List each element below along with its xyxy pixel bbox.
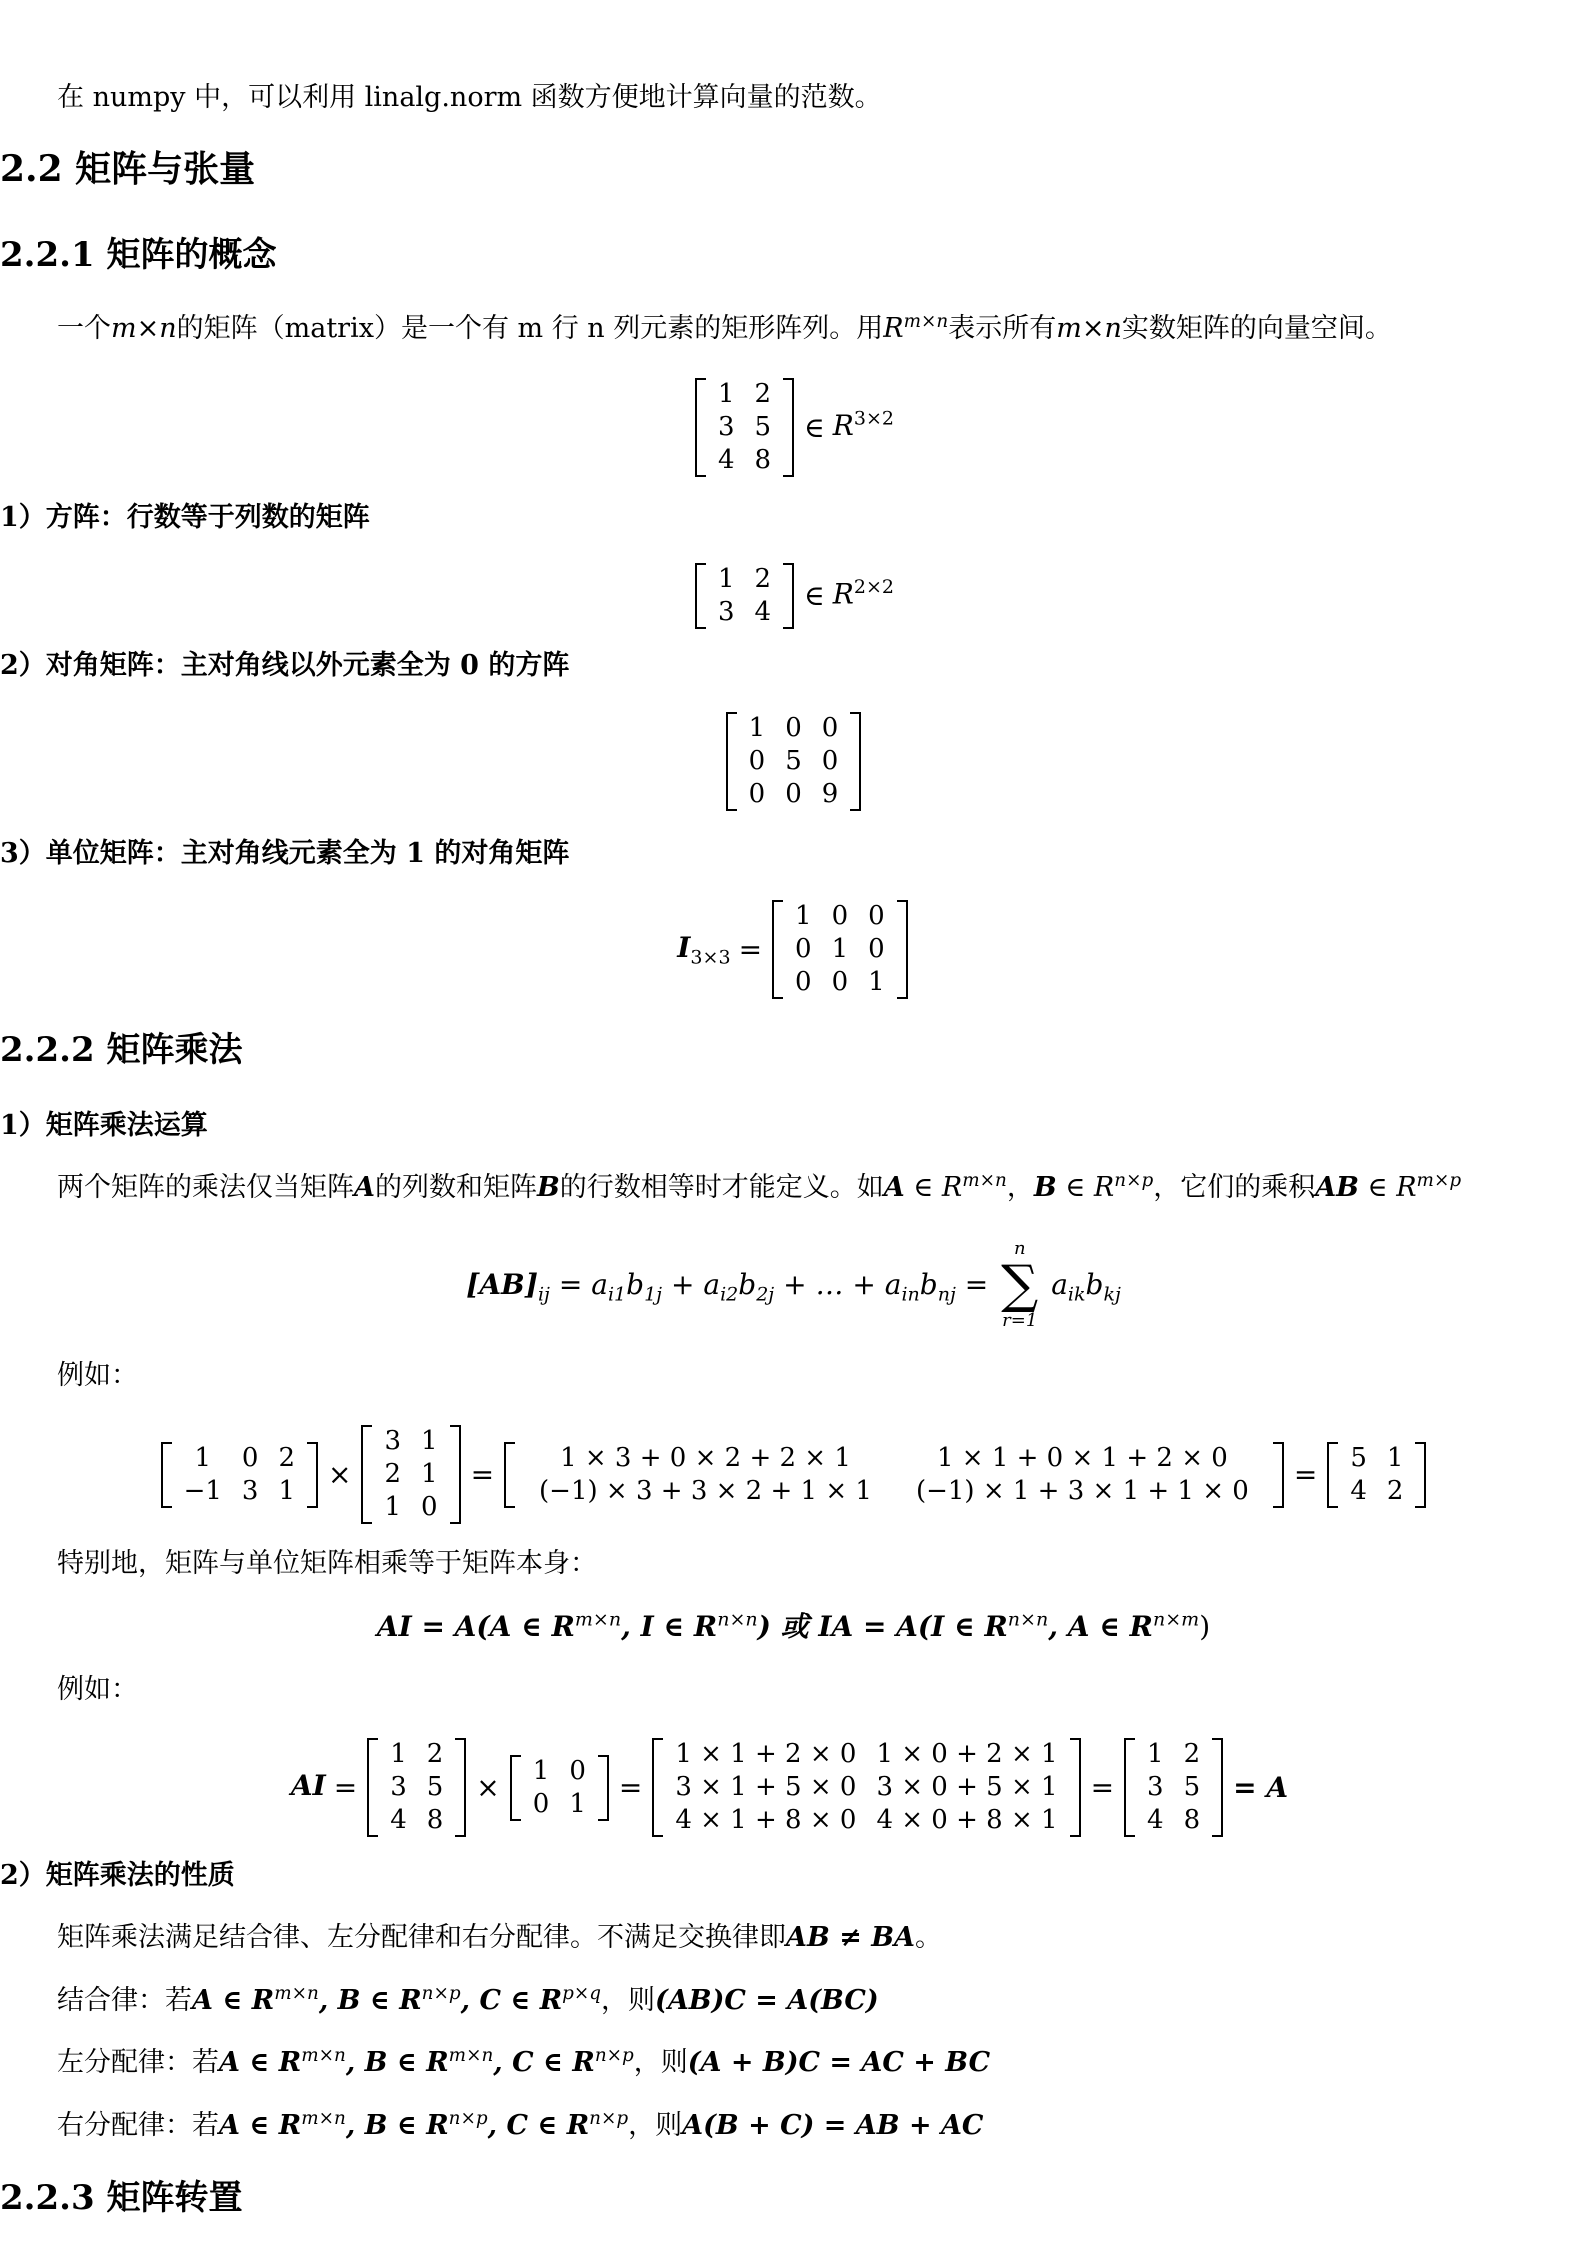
- props-intro: 矩阵乘法满足结合律、左分配律和右分配律。不满足交换律即AB ≠ BA。: [57, 1922, 942, 1953]
- left-distributive-law: 左分配律：若A ∈ $R^{m\times n}$, B ∈ $R^{m\times n}$, C ∈ $R^{n\times p}$，则(A + B)C = AC + BC: [57, 2045, 991, 2078]
- matrix-cell: 1: [390, 1739, 407, 1769]
- matrix-cell: 4 × 0 + 8 × 1: [876, 1805, 1058, 1835]
- left-bracket: [726, 712, 737, 811]
- matrix-row: [380, 1804, 453, 1837]
- matrix-cell: 2: [1386, 1475, 1404, 1506]
- matrix-row: [374, 1458, 447, 1491]
- matrix-cell: 1 × 0 + 2 × 1: [876, 1739, 1058, 1769]
- matrix-cell: 9: [821, 779, 839, 809]
- identity-example: AI = 1 2 3 5 4 8 × 1 0 0 1 = 1 × 1 + 2 × 0 1 × 0 + 2 × 1 3 × 1 + 5 × 0 3 × 0 + 5 × 1 4 × 1 + 8 × 0 4 × 0 + 8 × 1 = 1 2 3 5 4 8 = A: [290, 1739, 1289, 1835]
- matrix-cell: 8: [1183, 1805, 1201, 1835]
- mult-definition: 两个矩阵的乘法仅当矩阵A的列数和矩阵B的行数相等时才能定义。如A ∈ $R^{m\times n}$，B ∈ $R^{n\times p}$，它们的乘积AB ∈ $R^{m\times p}$: [57, 1170, 1462, 1203]
- matrix-cell: 1 × 3 + 0 × 2 + 2 × 1: [560, 1442, 851, 1473]
- right-bracket: [1273, 1442, 1284, 1508]
- matrix-cell: 2: [1183, 1739, 1201, 1769]
- matrix-cell: 1: [868, 967, 885, 997]
- matrix-cell: 0: [831, 967, 849, 997]
- matrix-cell: 0: [821, 746, 839, 776]
- matrix: [695, 563, 794, 629]
- left-bracket: [504, 1442, 515, 1508]
- matrix-cell: 1: [1386, 1442, 1404, 1473]
- left-bracket: [652, 1738, 663, 1837]
- matrix-cell: 5: [785, 746, 802, 776]
- matrix-row: [785, 933, 895, 966]
- matrix-body: [174, 1442, 305, 1508]
- matrix-cell: 0: [795, 967, 812, 997]
- matrix-cell: 1: [831, 934, 849, 964]
- matrix-cell: 1: [532, 1755, 550, 1786]
- matrix-cell: 1: [717, 379, 735, 409]
- right-bracket: [1070, 1738, 1081, 1837]
- matrix-cell: 1: [278, 1475, 295, 1506]
- matrix-cell: 4 × 1 + 8 × 0: [675, 1805, 857, 1835]
- matrix-cell: 1: [1147, 1739, 1164, 1769]
- mult-example: 1 0 2 −1 3 1 × 3 1 2 1 1 0 = 1 × 3 + 0 × 2 + 2 × 1 1 × 1 + 0 × 1 + 2 × 0 (−1) × 3 + 3 × 2 + 1 × 1 (−1) × 1 + 3 × 1 + 1 × 0 = 5 1 4 2: [0, 1425, 1587, 1524]
- section-heading-2-2-3: 2.2.3 矩阵转置: [0, 2178, 243, 2218]
- left-bracket: [367, 1738, 378, 1837]
- left-bracket: [695, 563, 706, 629]
- associative-law: 结合律：若A ∈ $R^{m\times n}$, B ∈ $R^{n\times p}$, C ∈ $R^{p\times q}$，则(AB)C = A(BC): [57, 1983, 879, 2016]
- matrix-cell: 4: [390, 1805, 407, 1835]
- right-bracket: [598, 1755, 609, 1821]
- matrix-row: [1137, 1738, 1210, 1771]
- matrix-row: [785, 966, 895, 999]
- matrix-body: [523, 1755, 596, 1821]
- matrix-cell: 1: [717, 564, 735, 594]
- item-mult-op: 1）矩阵乘法运算: [0, 1110, 208, 1141]
- matrix: [367, 1738, 466, 1837]
- matrix-row: [374, 1425, 447, 1458]
- matrix: [504, 1442, 1284, 1508]
- matrix-cell: 1: [748, 713, 766, 743]
- matrix-cell: 0: [421, 1492, 438, 1522]
- matrix-cell: 1: [384, 1492, 402, 1522]
- matrix: [161, 1442, 318, 1508]
- matrix-cell: (−1) × 3 + 3 × 2 + 1 × 1: [539, 1475, 872, 1506]
- matrix-body: [665, 1738, 1067, 1837]
- matrix-row: [739, 712, 849, 745]
- matrix: [726, 712, 862, 811]
- matrix-cell: 3 × 1 + 5 × 0: [675, 1772, 857, 1802]
- matrix: [772, 900, 908, 999]
- matrix-row: [517, 1442, 1271, 1475]
- mult-formula: $[AB]_{ij} = a_{i1}b_{1j} + a_{i2}b_{2j}$ + … + $a_{in}b_{nj}$ = n ∑ r=1 $a_{ik}b_{kj}$: [466, 1238, 1121, 1331]
- matrix-cell: 5: [1350, 1442, 1367, 1473]
- matrix-cell: 2: [754, 564, 772, 594]
- item-square-matrix: 1）方阵：行数等于列数的矩阵: [0, 502, 370, 533]
- matrix-cell: 3 × 0 + 5 × 1: [876, 1772, 1058, 1802]
- section-heading-2-2-2: 2.2.2 矩阵乘法: [0, 1030, 243, 1070]
- identity-matrix-eq: $I_{3\times 3}$ = 1 0 0 0 1 0 0 0 1: [0, 900, 1587, 999]
- matrix-cell: 4: [1350, 1475, 1367, 1506]
- matrix-cell: 3: [390, 1772, 407, 1802]
- matrix-row: [708, 411, 781, 444]
- right-bracket: [897, 900, 908, 999]
- matrix-row: [380, 1771, 453, 1804]
- left-bracket: [161, 1442, 172, 1508]
- matrix: [652, 1738, 1080, 1837]
- right-bracket: [1212, 1738, 1223, 1837]
- matrix-body: [1137, 1738, 1210, 1837]
- matrix-row: [1137, 1771, 1210, 1804]
- matrix-cell: 5: [426, 1772, 444, 1802]
- matrix-row: [517, 1475, 1271, 1508]
- matrix-row: [174, 1442, 305, 1475]
- matrix-row: [1340, 1475, 1413, 1508]
- matrix-cell: 5: [1183, 1772, 1201, 1802]
- matrix-body: [785, 900, 895, 999]
- identity-note: 特别地，矩阵与单位矩阵相乘等于矩阵本身：: [57, 1548, 597, 1579]
- matrix-cell: 0: [868, 934, 885, 964]
- right-bracket: [450, 1425, 461, 1524]
- matrix-cell: 8: [754, 445, 772, 475]
- matrix-row: [708, 563, 781, 596]
- matrix-cell: 1: [795, 901, 812, 931]
- matrix-body: [708, 378, 781, 477]
- matrix-cell: 5: [754, 412, 772, 442]
- matrix-row: [708, 444, 781, 477]
- matrix-cell: 0: [748, 779, 766, 809]
- right-bracket: [850, 712, 861, 811]
- summation-symbol: n ∑ r=1: [1001, 1238, 1039, 1331]
- matrix-cell: 1 × 1 + 0 × 1 + 2 × 0: [936, 1442, 1228, 1473]
- matrix-row: [523, 1788, 596, 1821]
- matrix-cell: 3: [241, 1475, 259, 1506]
- diagonal-matrix-eq: [0, 712, 1587, 811]
- matrix-cell: 0: [821, 713, 839, 743]
- example-matrix-eq: 1 2 3 5 4 8 ∈ $R^{3\times 2}$: [0, 378, 1587, 477]
- matrix: [1124, 1738, 1223, 1837]
- matrix-row: [785, 900, 895, 933]
- matrix-cell: 8: [426, 1805, 444, 1835]
- matrix-cell: 3: [1147, 1772, 1164, 1802]
- right-bracket: [1415, 1442, 1426, 1508]
- matrix-cell: 0: [569, 1755, 586, 1786]
- matrix-row: [665, 1738, 1067, 1771]
- matrix-row: [523, 1755, 596, 1788]
- matrix-cell: 2: [384, 1459, 402, 1489]
- square-matrix-eq: 1 2 3 4 ∈ $R^{2\times 2}$: [0, 563, 1587, 629]
- matrix-cell: 0: [748, 746, 766, 776]
- matrix-cell: 2: [426, 1739, 444, 1769]
- left-bracket: [1124, 1738, 1135, 1837]
- matrix-body: [517, 1442, 1271, 1508]
- left-bracket: [1327, 1442, 1338, 1508]
- matrix-cell: 4: [754, 597, 772, 627]
- matrix-body: [380, 1738, 453, 1837]
- identity-formula: AI = A(A ∈ $R^{m\times n}$, I ∈ $R^{n\times n}$) 或 IA = A(I ∈ $R^{n\times n}$, A ∈ $R^{n\times m}$): [376, 1608, 1211, 1643]
- matrix-cell: (−1) × 1 + 3 × 1 + 1 × 0: [915, 1475, 1249, 1506]
- matrix-row: [174, 1475, 305, 1508]
- matrix: [695, 378, 794, 477]
- left-bracket: [695, 378, 706, 477]
- matrix-row: [380, 1738, 453, 1771]
- matrix-cell: 1: [421, 1459, 438, 1489]
- matrix-cell: 0: [785, 713, 802, 743]
- example-label-2: 例如：: [57, 1674, 138, 1705]
- section-heading-2-2-1: 2.2.1 矩阵的概念: [0, 235, 277, 275]
- matrix-body: [739, 712, 849, 811]
- matrix-row: [708, 378, 781, 411]
- matrix-cell: 3: [717, 412, 735, 442]
- matrix-cell: 0: [785, 779, 802, 809]
- matrix-cell: 0: [795, 934, 812, 964]
- matrix-cell: 4: [1147, 1805, 1164, 1835]
- matrix-cell: 1: [421, 1426, 438, 1456]
- right-bracket: [307, 1442, 318, 1508]
- right-distributive-law: 右分配律：若A ∈ $R^{m\times n}$, B ∈ $R^{n\times p}$, C ∈ $R^{n\times p}$，则A(B + C) = AB + AC: [57, 2108, 984, 2141]
- matrix-cell: 2: [754, 379, 772, 409]
- matrix-cell: 4: [717, 445, 735, 475]
- matrix-cell: 0: [831, 901, 849, 931]
- matrix: [1327, 1442, 1426, 1508]
- matrix-body: [708, 563, 781, 629]
- matrix-row: [708, 596, 781, 629]
- matrix-row: [665, 1804, 1067, 1837]
- matrix-cell: 3: [384, 1426, 402, 1456]
- matrix-cell: 0: [532, 1788, 550, 1819]
- left-bracket: [510, 1755, 521, 1821]
- matrix-cell: 0: [241, 1442, 259, 1473]
- right-bracket: [783, 378, 794, 477]
- left-bracket: [361, 1425, 372, 1524]
- right-bracket: [783, 563, 794, 629]
- matrix-row: [739, 778, 849, 811]
- intro-numpy: 在 numpy 中，可以利用 linalg.norm 函数方便地计算向量的范数。: [57, 82, 882, 113]
- item-mult-props: 2）矩阵乘法的性质: [0, 1860, 235, 1891]
- item-identity-matrix: 3）单位矩阵：主对角线元素全为 1 的对角矩阵: [0, 838, 570, 869]
- matrix: [361, 1425, 460, 1524]
- left-bracket: [772, 900, 783, 999]
- matrix-body: [374, 1425, 447, 1524]
- matrix-row: [374, 1491, 447, 1524]
- section-heading-2-2: 2.2 矩阵与张量: [0, 148, 256, 190]
- matrix-row: [1137, 1804, 1210, 1837]
- matrix-cell: −1: [183, 1475, 222, 1506]
- matrix-body: [1340, 1442, 1413, 1508]
- matrix: [510, 1755, 609, 1821]
- matrix-row: [1340, 1442, 1413, 1475]
- matrix-cell: 0: [868, 901, 885, 931]
- matrix-row: [665, 1771, 1067, 1804]
- example-label: 例如：: [57, 1360, 138, 1391]
- matrix-cell: 1: [569, 1788, 586, 1819]
- matrix-cell: 3: [717, 597, 735, 627]
- matrix-cell: 2: [278, 1442, 295, 1473]
- matrix-row: [739, 745, 849, 778]
- matrix-definition: 一个m×n的矩阵（matrix）是一个有 m 行 n 列元素的矩形阵列。用$R^{m\times n}$表示所有m×n实数矩阵的向量空间。: [57, 311, 1392, 344]
- right-bracket: [455, 1738, 466, 1837]
- matrix-cell: 1: [194, 1442, 212, 1473]
- matrix-cell: 1 × 1 + 2 × 0: [675, 1739, 857, 1769]
- item-diagonal-matrix: 2）对角矩阵：主对角线以外元素全为 0 的方阵: [0, 650, 570, 681]
